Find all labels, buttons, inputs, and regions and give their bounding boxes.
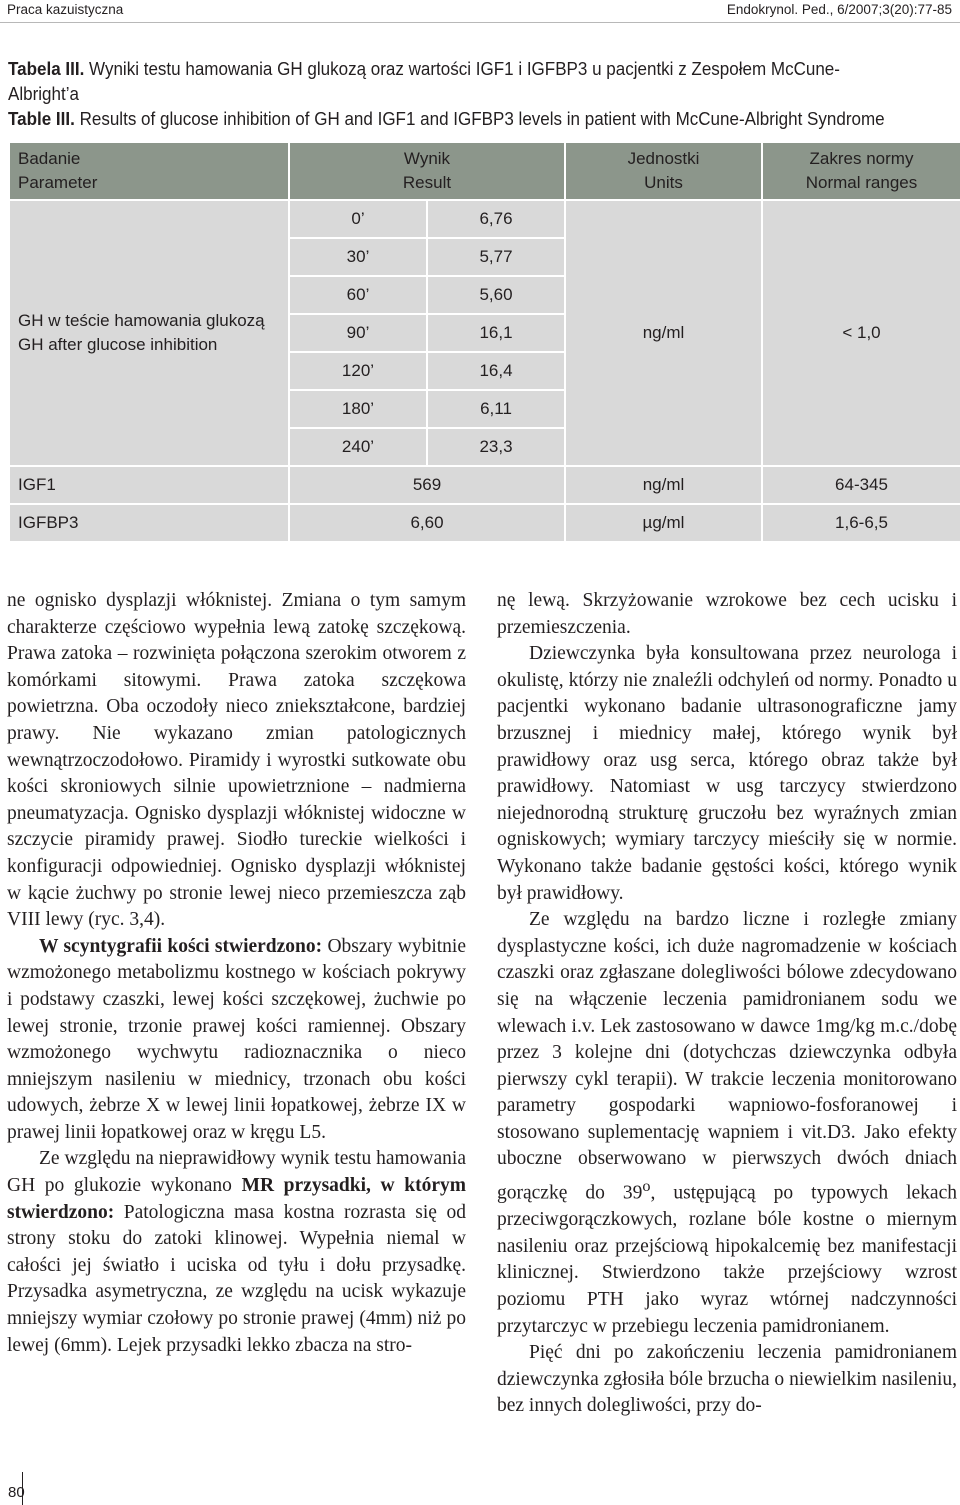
paragraph-mr: Ze względu na nieprawidłowy wynik testu hamowania GH po glukozie wykonano MR przysadki, w którym stwierdzono: Patologiczna masa kostna rozrasta się od strony stoku do zatoki klinowej. Wypełnia niemal w całości jej światło i uciska od tyłu i dołu przysadkę. Przysadka asymetryczna, ze względu na ucisk wykazuje mniejszy wymiar czołowy po stronie prawej (4mm) niż po lewej (6mm). Lejek przysadki lekko zbacza na stro- [7,1148,466,1356]
left-text-column [7,588,466,1359]
section-label: Praca kazuistyczna [7,2,124,17]
gh-normal-range: < 1,0 [762,200,960,466]
header-result: Wynik Result [289,142,565,200]
right-text-column [497,588,957,1420]
running-header [0,0,960,23]
gh-value: 16,4 [427,352,565,390]
igf1-normal-range: 64-345 [762,466,960,504]
table-caption-polish [8,56,877,81]
page-number: 80 [8,1484,25,1501]
gh-value: 16,1 [427,314,565,352]
gh-time: 30’ [289,238,427,276]
gh-time: 120’ [289,352,427,390]
header-normal-ranges: Zakres normy Normal ranges [762,142,960,200]
caption-text-pl: Wyniki testu hamowania GH glukozą oraz wartości IGF1 i IGFBP3 u pacjentki z Zespołem McCune- [84,58,840,79]
table-row [9,200,960,238]
gh-value: 5,77 [427,238,565,276]
igf1-unit: ng/ml [565,466,762,504]
bold-lead-mr: MR przysadki, w którym stwierdzono: [7,1175,466,1223]
caption-label-pl: Tabela III. [8,58,85,79]
igf1-value: 569 [289,466,565,504]
gh-value: 6,11 [427,390,565,428]
table-row-igfbp3 [9,504,960,542]
paragraph: ne ognisko dysplazji włóknistej. Zmiana o tym samym charakterze częściowo wypełnia lewą zatokę szczękową. Prawa zatoka – rozwinięta połączona szerokim otworem z komórkami sitowymi. Prawa zatoka szczękowa powietrzna. Oba oczodoły nieco zniekształcone, bardziej prawy. Nie wykazano zmian patologicznych wewnątrzoczodołowo. Piramidy i wyrostki sutkowate obu kości skroniowych silnie upowietrznione – nadmierna pneumatyzacja. Ognisko dysplazji włóknistej widoczne w szczycie piramidy prawej. Siodło tureckie wielkości i konfiguracji odpowiedniej. Ognisko dysplazji włóknistej w kącie żuchwy po stronie lewej nieco przemieszcza ząb VIII lewy (ryc. 3,4). [7,590,466,931]
igfbp3-label: IGFBP3 [9,504,289,542]
results-table [8,141,960,543]
caption-text-pl-2: Albright’a [8,83,79,104]
gh-test-label: GH w teście hamowania glukozą GH after glucose inhibition [9,200,289,466]
gh-value: 23,3 [427,428,565,466]
paragraph: Dziewczynka była konsultowana przez neurologa i okulistę, którzy nie znaleźli odchyleń od normy. Ponadto u pacjentki wykonano badanie ultrasonograficzne jamy brzusznej i miednicy małej, którego wynik był prawidłowy oraz usg serca, którego obraz także był prawidłowy. Natomiast w usg tarczycy stwierdzono niejednorodną strukturę gruczołu bez wyraźnych zmian ogniskowych; wymiary tarczycy mieściły się w normie. Wykonano także badanie gęstości kości, którego wynik był prawidłowy. [497,643,957,904]
paragraph: nę lewą. Skrzyżowanie wzrokowe bez cech ucisku i przemieszczenia. [497,590,957,638]
igfbp3-unit: µg/ml [565,504,762,542]
gh-time: 180’ [289,390,427,428]
header-units: Jednostki Units [565,142,762,200]
paragraph-treatment: Ze względu na bardzo liczne i rozległe zmiany dysplastyczne kości, ich duże nagromadzenie w kościach czaszki oraz zgłaszane dolegliwości bólowe zdecydowano się na włączenie leczenia pamidronianem sodu we wlewach i.v. Lek zastosowano w dawce 1mg/kg m.c./dobę przez 3 kolejne dni (dotychczas dziewczynka odbyła pierwszy cykl terapii). W trakcie leczenia monitorowano parametry gospodarki wapniowo-fosforanowej i stosowano suplementację wapniem i vit.D3. Jako efekty uboczne obserwowano w pierwszych dwóch dniach gorączkę do 39$^o$, ustępującą po typowych lekach przeciwgorączkowych, rozlane bóle kostne o miernym nasileniu oraz przejściową hipokalcemię bez manifestacji klinicznej. Stwierdzono także przejściowy wzrost poziomu PTH jako wyraz wtórnej nadczynności przytarczyc w przebiegu leczenia pamidronianem. [497,909,957,1337]
gh-time: 90’ [289,314,427,352]
gh-unit: ng/ml [565,200,762,466]
gh-time: 60’ [289,276,427,314]
degree-superscript: o [642,1177,651,1196]
table-row-igf1 [9,466,960,504]
igfbp3-value: 6,60 [289,504,565,542]
igf1-label: IGF1 [9,466,289,504]
paragraph: Pięć dni po zakończeniu leczenia pamidronianem dziewczynka zgłosiła bóle brzucha o niewielkim nasileniu, bez innych dolegliwości, przy do- [497,1342,957,1417]
gh-value: 6,76 [427,200,565,238]
table-caption-english [8,106,885,131]
caption-label-en: Table III. [8,108,75,129]
journal-citation: Endokrynol. Ped., 6/2007;3(20):77-85 [726,2,952,17]
igfbp3-normal-range: 1,6-6,5 [762,504,960,542]
gh-time: 0’ [289,200,427,238]
caption-text-en: Results of glucose inhibition of GH and IGF1 and IGFBP3 levels in patient with McCune-Albright Syndrome [74,108,885,129]
gh-time: 240’ [289,428,427,466]
table-header-row [9,142,960,200]
bold-lead-scintigraphy: W scyntygrafii kości stwierdzono: [39,935,323,957]
table-caption-polish-cont [8,81,877,106]
header-parameter: Badanie Parameter [9,142,289,200]
gh-value: 5,60 [427,276,565,314]
paragraph-scintigraphy: W scyntygrafii kości stwierdzono: Obszary wybitnie wzmożonego metabolizmu kostnego w kościach pokrywy i podstawy czaszki, lewej kości szczękowej, żuchwie po lewej stronie, trzonie prawej kości ramiennej. Obszary wzmożonego wychwytu radioznacznika o nieco mniejszym nasileniu w miednicy, trzonach obu kości udowych, żebrze X w lewej linii łopatkowej, żebrze IX w prawej linii łopatkowej oraz w kręgu L5. [7,935,467,1143]
